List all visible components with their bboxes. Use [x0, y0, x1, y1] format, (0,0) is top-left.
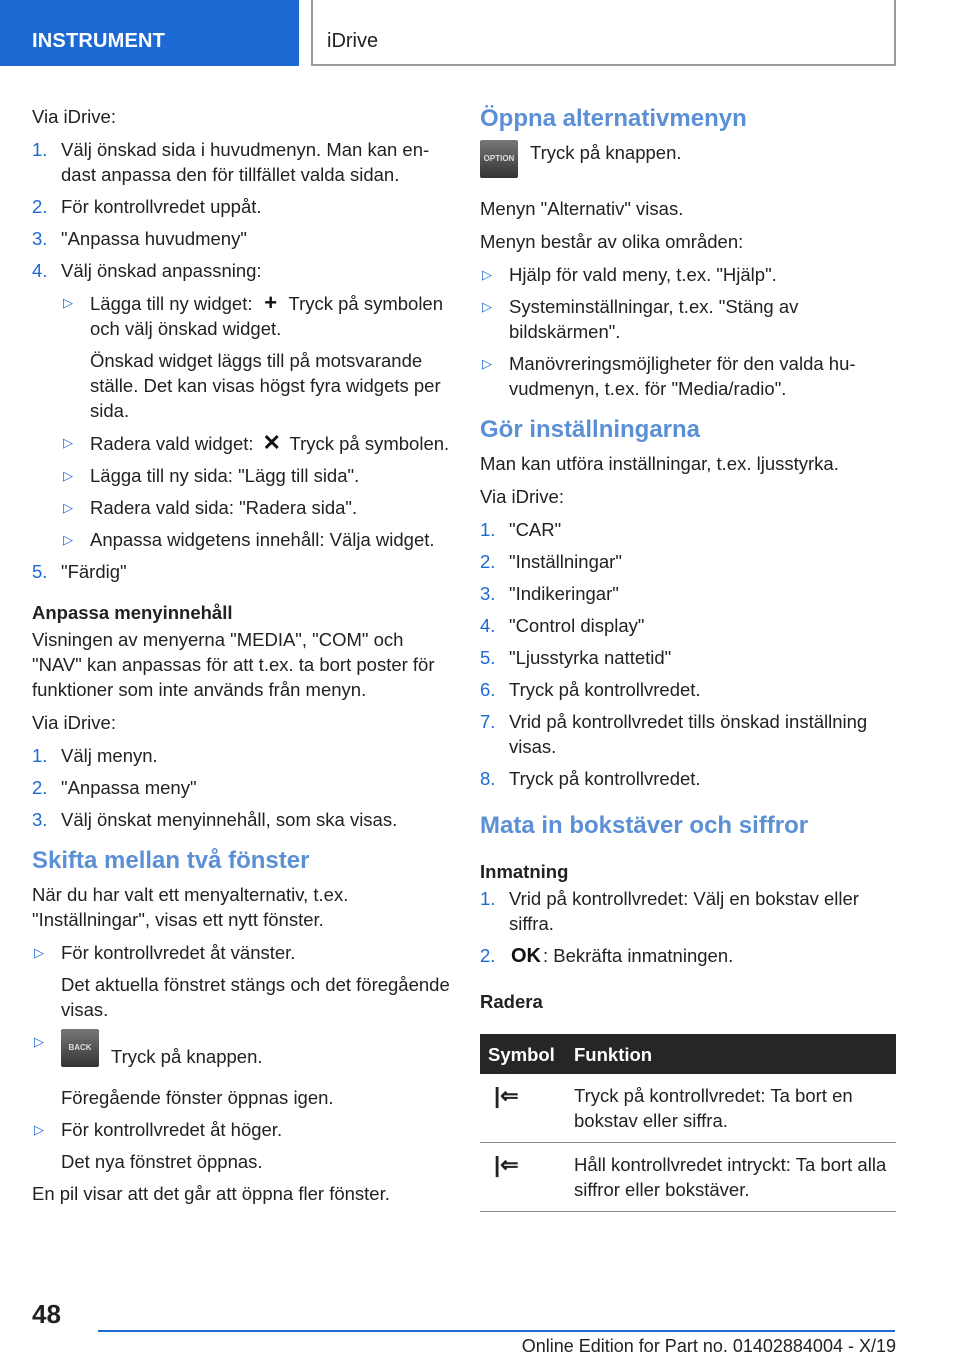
option-widget-content: ▷ Anpassa widgetens innehåll: Välja widget. [63, 529, 435, 550]
footer-edition: Online Edition for Part no. 01402884004 - X/19 [521, 1336, 896, 1356]
option-add-page: ▷ Lägga till ny sida: "Lägg till sida". [63, 465, 360, 486]
switch-windows-paragraph: När du har valt ett menyalternativ, t.ex. "Inställningar", visas ett nytt fönster. [32, 884, 349, 930]
menu-content-paragraph: Visningen av menyerna "MEDIA", "COM" och "NAV" kan anpassas för att t.ex. ta bort poster för funktioner som inte används från menyn. [32, 629, 435, 700]
switch-back-note: Föregående fönster öppnas igen. [61, 1087, 334, 1108]
table-row [480, 1143, 896, 1212]
plus-icon: + [264, 290, 278, 315]
left-column [32, 104, 452, 1214]
delete-symbol-table [480, 1034, 896, 1212]
ok-icon: OK [511, 945, 541, 967]
row-function: Tryck på kontrollvredet: Ta bort en bokstav eller siffra. [566, 1074, 896, 1143]
customize-steps [32, 137, 452, 584]
input-heading: Mata in bokstäver och siffror [480, 812, 809, 839]
col-symbol: Symbol [480, 1034, 566, 1074]
option-areas: Menyn består av olika områden: [480, 231, 744, 252]
topic-tab [311, 0, 896, 66]
option-areas-list [480, 262, 896, 401]
back-button-icon: BACK [61, 1029, 99, 1067]
footer-divider [98, 1330, 895, 1332]
input-step-2: 2. OK : Bekräfta inmatningen. [480, 945, 734, 967]
settings-via: Via iDrive: [480, 486, 564, 507]
via-idrive-2: Via iDrive: [32, 712, 116, 733]
settings-paragraph: Man kan utföra inställningar, t.ex. ljusstyrka. [480, 453, 839, 474]
topic-label: iDrive [327, 30, 379, 52]
settings-step-7: 7. Vrid på kontrollvredet tills önskad inställning visas. [480, 711, 868, 757]
menu-steps [32, 743, 452, 832]
step-4: 4. Välj önskad anpassning: ▷ Lägga till ny widget: + Tryck på symbolen och välj önskad widget. Önskad widget läggs till på motsvarande ställe. Det kan visas högst fyra widgets per sida. ▷ Radera vald widget: ✕ Tryck på symbolen. ▷ Lägga till ny sida: "Lägg till sida". ▷ Radera vald sida: "Radera sida". ▷ Anpassa widgetens innehåll: Välja widget. [32, 258, 452, 552]
input-step-1: 1. Vrid på kontrollvredet: Välj en bokstav eller siffra. [480, 888, 859, 934]
page-header [0, 0, 960, 66]
step-5: 5. "Färdig" [32, 561, 127, 582]
settings-step-6: 6. Tryck på kontrollvredet. [480, 679, 701, 700]
area-system: ▷ Systeminställningar, t.ex. "Stäng av bildskärmen". [482, 296, 799, 342]
settings-step-1: 1. "CAR" [480, 519, 562, 540]
switch-left: ▷ För kontrollvredet åt vänster. Det aktuella fönstret stängs och det föregående visas. [32, 940, 452, 1022]
section-label: INSTRUMENT [32, 30, 166, 52]
customize-options [61, 290, 452, 552]
section-tab [0, 0, 299, 66]
area-operation: ▷ Manövreringsmöjligheter för den valda huvudmenyn, t.ex. för "Media/radio". [482, 353, 856, 399]
switch-windows-heading: Skifta mellan två fönster [32, 847, 310, 874]
switch-windows-list [32, 940, 452, 1174]
right-column [480, 104, 896, 1212]
menu-step-1: 1. Välj menyn. [32, 745, 158, 766]
step-3: 3. "Anpassa huvudmeny" [32, 228, 247, 249]
backspace-icon: |⇐ [480, 1143, 566, 1212]
close-icon: ✕ [262, 430, 281, 455]
settings-step-2: 2. "Inställningar" [480, 551, 622, 572]
switch-right: ▷ För kontrollvredet åt höger. Det nya fönstret öppnas. [32, 1117, 452, 1174]
menu-step-2: 2. "Anpassa meny" [32, 777, 197, 798]
input-subheading: Inmatning [480, 861, 569, 882]
option-remove-page: ▷ Radera vald sida: "Radera sida". [63, 497, 358, 518]
settings-steps [480, 517, 896, 791]
backspace-icon: |⇐ [480, 1074, 566, 1143]
via-idrive-1: Via iDrive: [32, 106, 116, 127]
settings-step-5: 5. "Ljusstyrka nattetid" [480, 647, 672, 668]
settings-step-4: 4. "Control display" [480, 615, 645, 636]
switch-left-note: Det aktuella fönstret stängs och det föregående visas. [61, 974, 450, 1020]
table-header-row [480, 1034, 896, 1074]
option-remove-widget: ▷ Radera vald widget: ✕ Tryck på symbolen. [63, 430, 450, 455]
settings-step-8: 8. Tryck på kontrollvredet. [480, 768, 701, 789]
switch-right-note: Det nya fönstret öppnas. [61, 1151, 263, 1172]
option-press: OPTION Tryck på knappen. [480, 140, 896, 178]
settings-heading: Gör inställningarna [480, 416, 701, 443]
option-shown: Menyn "Alternativ" visas. [480, 198, 684, 219]
option-button-icon: OPTION [480, 140, 518, 178]
table-row [480, 1074, 896, 1143]
option-add-widget: ▷ Lägga till ny widget: + Tryck på symbolen och välj önskad widget. Önskad widget läggs till på motsvarande ställe. Det kan visas högst fyra widgets per sida. [61, 290, 452, 423]
menu-content-heading: Anpassa menyinnehåll [32, 602, 233, 623]
settings-step-3: 3. "Indikeringar" [480, 583, 619, 604]
switch-back: ▷ BACK Tryck på knappen. Föregående fönster öppnas igen. [32, 1029, 452, 1110]
col-function: Funktion [566, 1034, 896, 1074]
add-widget-note: Önskad widget läggs till på motsvarande ställe. Det kan visas högst fyra widgets per sida. [90, 350, 441, 421]
area-help: ▷ Hjälp för vald meny, t.ex. "Hjälp". [482, 264, 777, 285]
option-menu-heading: Öppna alternativmenyn [480, 105, 747, 132]
step-2: 2. För kontrollvredet uppåt. [32, 196, 262, 217]
arrow-paragraph: En pil visar att det går att öppna fler fönster. [32, 1183, 390, 1204]
row-function: Håll kontrollvredet intryckt: Ta bort alla siffror eller bokstäver. [566, 1143, 896, 1212]
step-1: 1. Välj önskad sida i huvudmenyn. Man kan endast anpassa den för tillfället valda sidan. [32, 139, 430, 185]
delete-subheading: Radera [480, 991, 543, 1012]
menu-step-3: 3. Välj önskat menyinnehåll, som ska visas. [32, 809, 398, 830]
input-steps [480, 886, 896, 969]
page-number: 48 [32, 1299, 61, 1329]
